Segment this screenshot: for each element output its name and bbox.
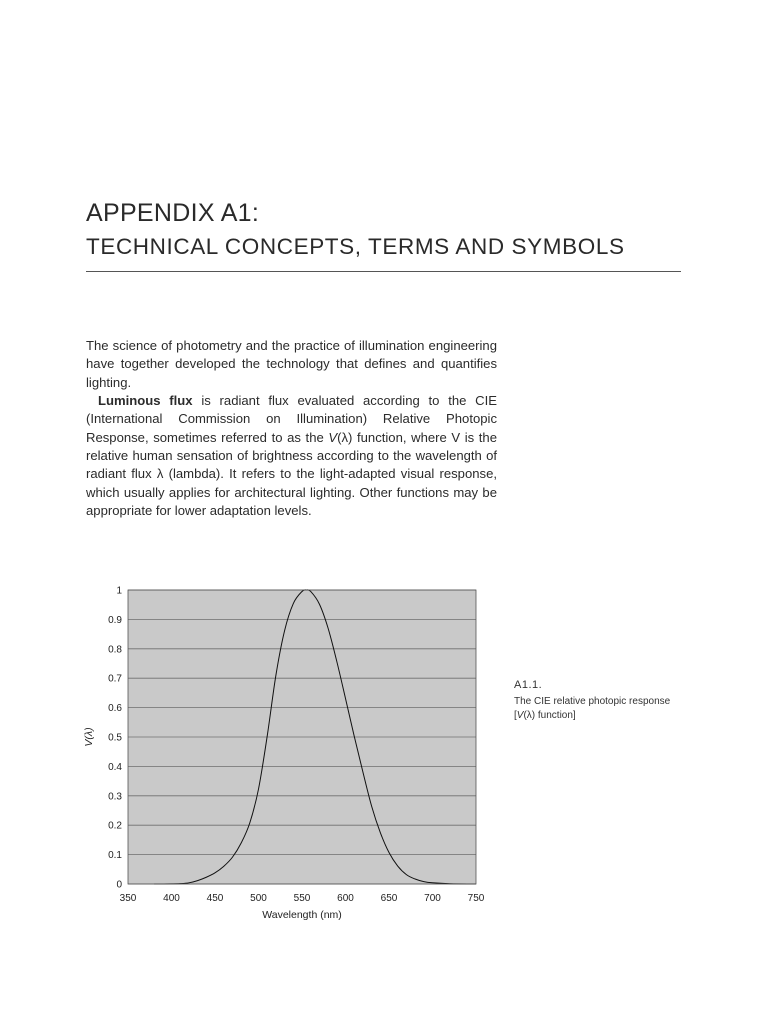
photopic-response-chart — [80, 578, 490, 930]
luminous-flux-term: Luminous flux — [98, 393, 193, 409]
y-tick-label: 0.3 — [108, 791, 122, 803]
x-tick-label: 600 — [337, 893, 354, 904]
intro-paragraph: The science of photometry and the practice of illumination engineering have together developed the technology that defines and quantifies lighting. — [86, 338, 497, 390]
appendix-title: APPENDIX A1: — [86, 199, 260, 227]
y-tick-label: 1 — [116, 585, 122, 597]
y-tick-label: 0.2 — [108, 820, 122, 832]
x-tick-label: 650 — [380, 893, 398, 904]
luminous-flux-text-pre: is radiant flux evaluated according to the CIE (International Commission on Illumination) Relative Photopic Response, sometimes referred to as the — [86, 393, 497, 445]
x-tick-label: 700 — [424, 893, 441, 904]
title-divider — [86, 271, 681, 272]
y-tick-label: 0.7 — [108, 673, 122, 685]
x-tick-label: 350 — [119, 893, 137, 904]
x-tick-label: 450 — [206, 893, 224, 904]
y-tick-label: 0.1 — [108, 850, 122, 862]
figure-number: A1.1. — [514, 679, 543, 691]
y-tick-label: 0.9 — [108, 614, 122, 626]
chart-svg — [80, 578, 490, 930]
v-symbol: V — [328, 429, 338, 445]
figure-caption-text — [514, 695, 694, 722]
caption-v-symbol: V — [516, 709, 524, 721]
lambda-symbol: (λ) — [337, 429, 353, 445]
x-tick-label: 550 — [293, 893, 311, 904]
caption-text-pre: The CIE relative photopic response [ — [514, 696, 671, 721]
y-tick-label: 0.6 — [108, 703, 122, 715]
y-tick-label: 0.5 — [108, 732, 122, 744]
luminous-flux-text-post: function, where V is the relative human sensation of brightness according to the wavelength of radiant flux λ (lambda). It refers to the light-adapted visual response, which usually applies for architectural lighting. Other functions may be appropriate for lower adaptation levels. — [86, 429, 497, 519]
luminous-flux-paragraph — [86, 392, 497, 520]
body-text — [86, 337, 497, 520]
caption-text-post: (λ) function] — [523, 709, 576, 721]
x-tick-label: 750 — [467, 893, 485, 904]
appendix-subtitle: TECHNICAL CONCEPTS, TERMS AND SYMBOLS — [86, 234, 625, 259]
x-tick-label: 500 — [250, 893, 267, 904]
y-tick-label: 0.8 — [108, 644, 122, 656]
y-tick-label: 0.4 — [108, 761, 122, 773]
x-tick-label: 400 — [163, 893, 180, 904]
figure-caption — [514, 679, 694, 722]
y-tick-label: 0 — [116, 879, 122, 891]
x-axis-label: Wavelength (nm) — [262, 909, 342, 921]
y-axis-label: V(λ) — [83, 727, 95, 747]
